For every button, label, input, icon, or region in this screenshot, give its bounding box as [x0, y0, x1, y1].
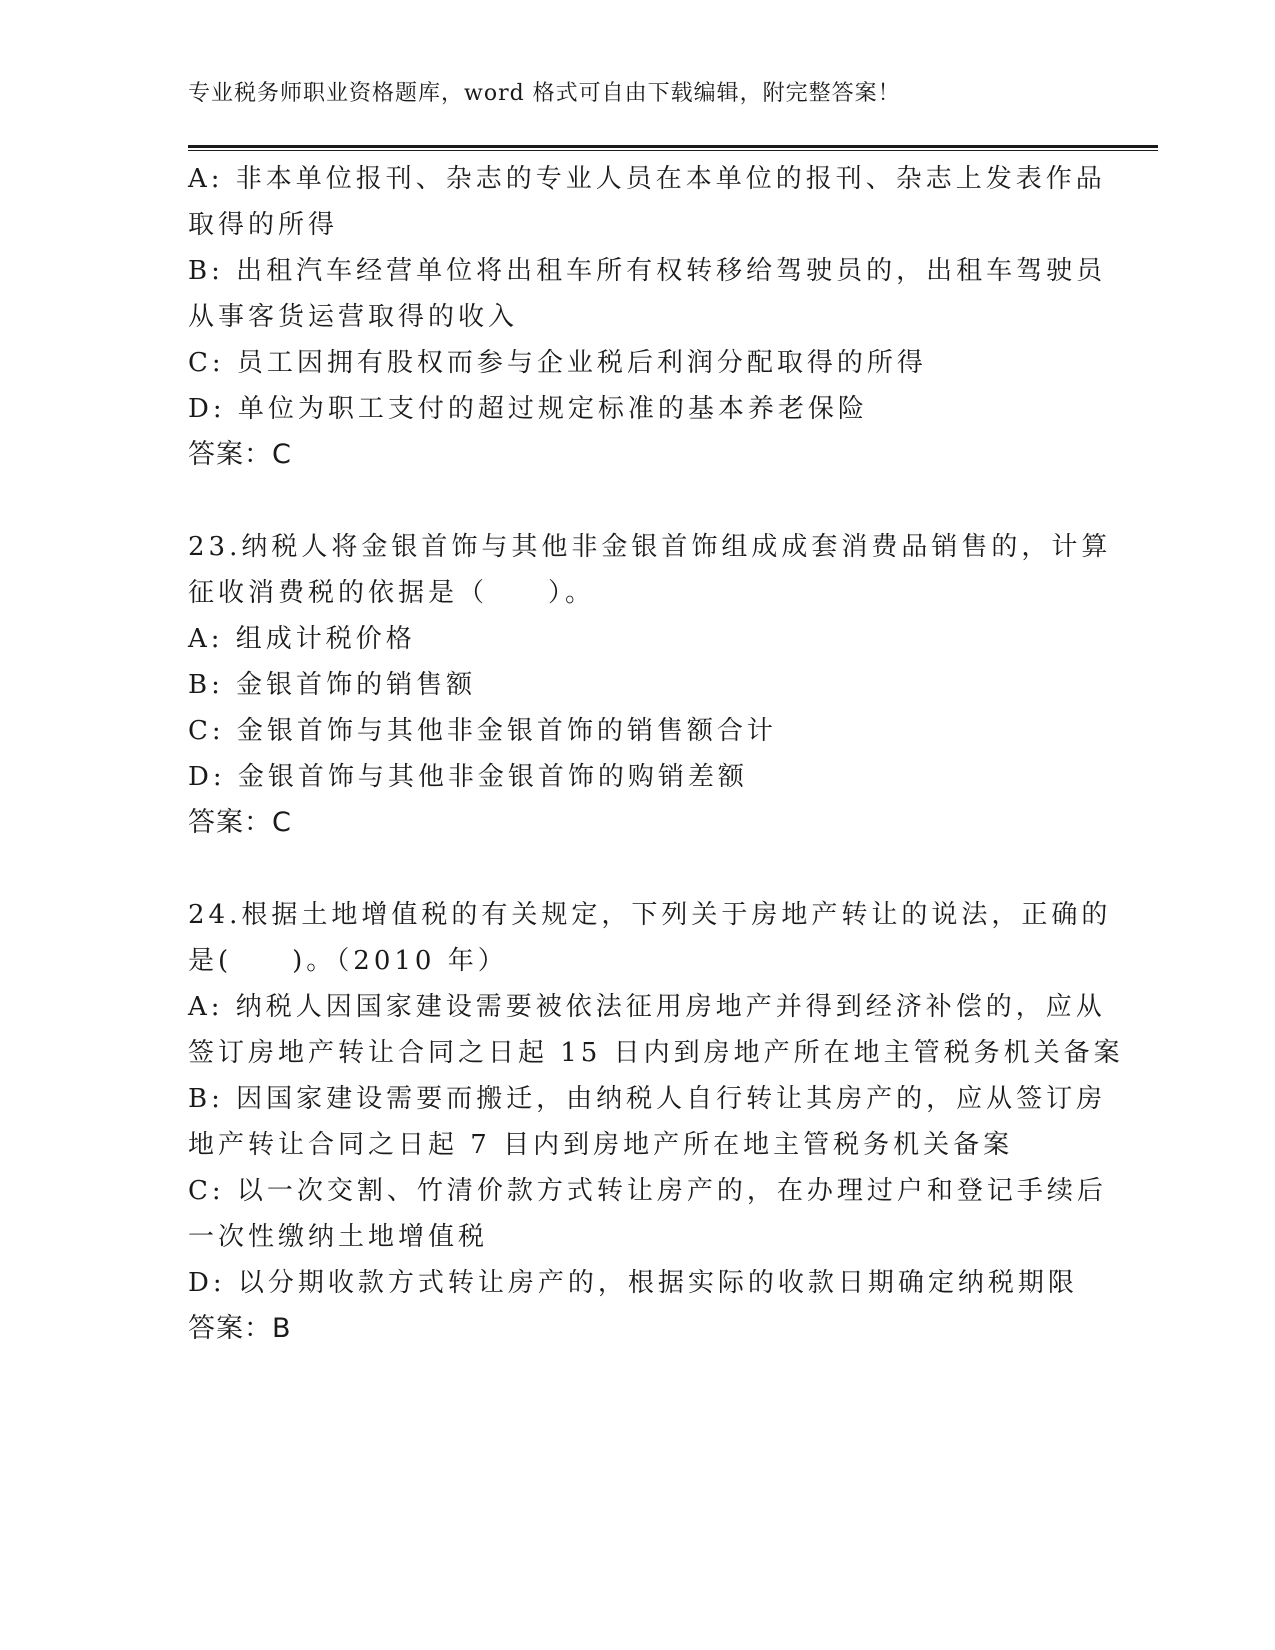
q22-option-a-line2: 取得的所得 [188, 210, 339, 240]
question-22 [188, 156, 1107, 478]
page-header: 专业税务师职业资格题库，word 格式可自由下载编辑，附完整答案！ [188, 81, 901, 106]
question-24 [188, 892, 1124, 1352]
q24-question-line2: 是( )。（2010 年） [188, 946, 508, 976]
spacer [188, 478, 1088, 524]
q22-option-d: D: 单位为职工支付的超过规定标准的基本养老保险 [188, 394, 868, 424]
document-content [188, 156, 1124, 1352]
q23-question-line1: 23.纳税人将金银首饰与其他非金银首饰组成成套消费品销售的，计算 [188, 532, 1112, 562]
q23-option-b: B: 金银首饰的销售额 [188, 670, 477, 700]
q24-answer: 答案：B [188, 1313, 292, 1344]
header-rule-thin [188, 150, 1158, 151]
q24-option-d: D: 以分期收款方式转让房产的，根据实际的收款日期确定纳税期限 [188, 1268, 1078, 1298]
q22-option-b-line1: B: 出租汽车经营单位将出租车所有权转移给驾驶员的，出租车驾驶员 [188, 256, 1107, 286]
q24-option-c-line1: C: 以一次交割、竹清价款方式转让房产的，在办理过户和登记手续后 [188, 1176, 1107, 1206]
q23-option-c: C: 金银首饰与其他非金银首饰的销售额合计 [188, 716, 777, 746]
question-23 [188, 524, 1112, 846]
q24-option-c-line2: 一次性缴纳土地增值税 [188, 1222, 489, 1252]
q22-option-a-line1: A: 非本单位报刊、杂志的专业人员在本单位的报刊、杂志上发表作品 [188, 164, 1106, 194]
q22-answer: 答案：C [188, 439, 292, 470]
q24-option-b-line2: 地产转让合同之日起 7 目内到房地产所在地主管税务机关备案 [188, 1130, 1014, 1160]
q24-option-b-line1: B: 因国家建设需要而搬迁，由纳税人自行转让其房产的，应从签订房 [188, 1084, 1107, 1114]
q23-option-d: D: 金银首饰与其他非金银首饰的购销差额 [188, 762, 748, 792]
q23-answer: 答案：C [188, 807, 292, 838]
q22-option-c: C: 员工因拥有股权而参与企业税后利润分配取得的所得 [188, 348, 927, 378]
spacer [188, 846, 1088, 892]
q23-option-a: A: 组成计税价格 [188, 624, 416, 654]
q24-option-a-line2: 签订房地产转让合同之日起 15 日内到房地产所在地主管税务机关备案 [188, 1038, 1124, 1068]
q24-option-a-line1: A: 纳税人因国家建设需要被依法征用房地产并得到经济补偿的，应从 [188, 992, 1106, 1022]
q23-question-line2: 征收消费税的依据是（ ）。 [188, 578, 596, 608]
header-rule-thick [188, 145, 1158, 148]
q24-question-line1: 24.根据土地增值税的有关规定，下列关于房地产转让的说法，正确的 [188, 900, 1112, 930]
q22-option-b-line2: 从事客货运营取得的收入 [188, 302, 519, 332]
